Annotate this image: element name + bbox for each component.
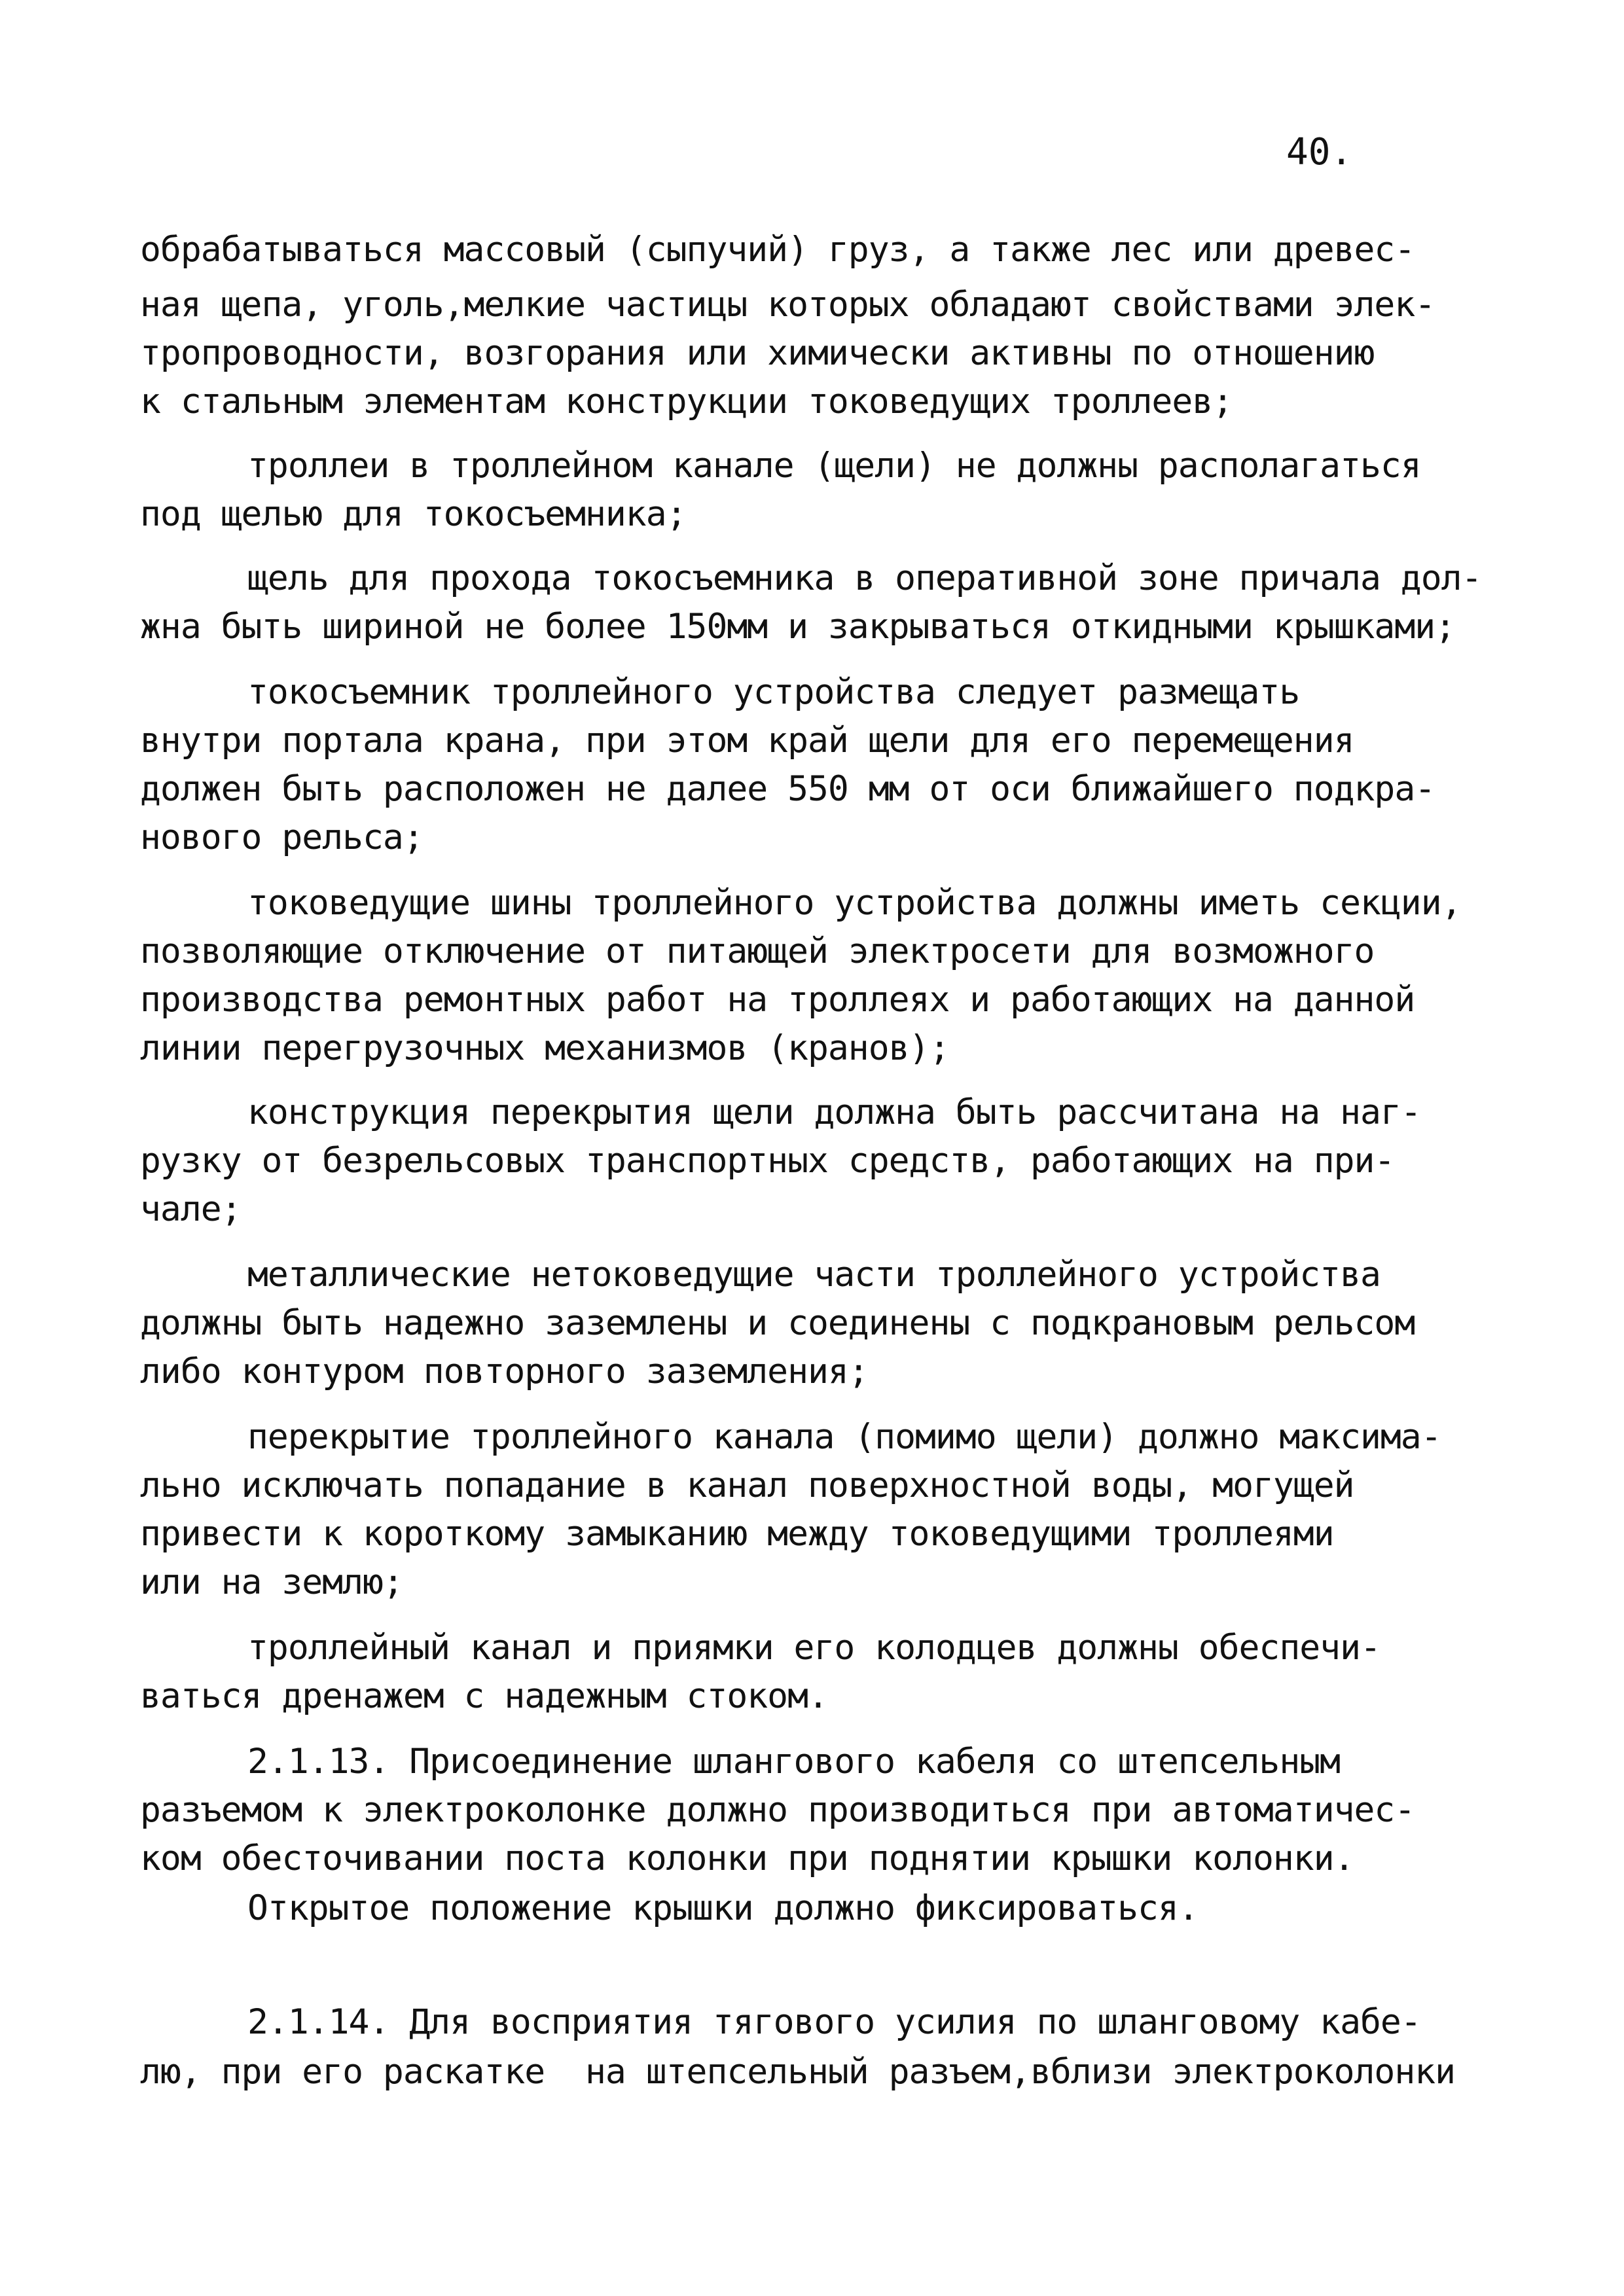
text-line: нового рельса;	[140, 817, 424, 857]
text-line: обрабатываться массовый (сыпучий) груз, а также лес или древес-	[140, 230, 1415, 270]
page-number: 40.	[1286, 131, 1353, 173]
text-line: щель для прохода токосъемника в оперативной зоне причала дол-	[247, 558, 1482, 598]
text-line: линии перегрузочных механизмов (кранов);	[140, 1028, 950, 1068]
text-line: под щелью для токосъемника;	[140, 494, 687, 534]
text-line: к стальным элементам конструкции токоведущих троллеев;	[140, 382, 1233, 422]
text-line: внутри портала крана, при этом край щели для его перемещения	[140, 721, 1354, 761]
text-line: Открытое положение крышки должно фиксироваться.	[247, 1888, 1199, 1928]
text-line: чале;	[140, 1189, 242, 1229]
text-line: позволяющие отключение от питающей электросети для возможного	[140, 931, 1375, 971]
text-line: ком обесточивании поста колонки при поднятии крышки колонки.	[140, 1839, 1354, 1878]
text-line: троллейный канал и приямки его колодцев должны обеспечи-	[247, 1628, 1380, 1668]
text-line: металлические нетоковедущие части троллейного устройства	[247, 1255, 1380, 1295]
text-line: перекрытие троллейного канала (помимо щели) должно максима-	[247, 1417, 1441, 1457]
text-line: производства ремонтных работ на троллеях и работающих на данной	[140, 980, 1415, 1020]
text-line: лю, при его раскатке на штепсельный разъем,вблизи электроколонки	[140, 2052, 1456, 2092]
text-line: разъемом к электроколонке должно производиться при автоматичес-	[140, 1790, 1415, 1830]
text-line: либо контуром повторного заземления;	[140, 1352, 869, 1391]
text-line: троллеи в троллейном канале (щели) не должны располагаться	[247, 446, 1421, 486]
text-line: ная щепа, уголь,мелкие частицы которых обладают свойствами элек-	[140, 285, 1435, 325]
text-line: или на землю;	[140, 1562, 403, 1602]
text-line: 2.1.14. Для восприятия тягового усилия по шланговому кабе-	[247, 2002, 1421, 2042]
text-line: должны быть надежно заземлены и соединены с подкрановым рельсом	[140, 1303, 1415, 1343]
text-line: рузку от безрельсовых транспортных средств, работающих на при-	[140, 1141, 1395, 1181]
text-line: жна быть шириной не более 150мм и закрываться откидными крышками;	[140, 607, 1456, 647]
text-line: токоведущие шины троллейного устройства должны иметь секции,	[247, 883, 1462, 923]
text-line: привести к короткому замыканию между токоведущими троллеями	[140, 1514, 1334, 1554]
text-line: конструкция перекрытия щели должна быть рассчитана на наг-	[247, 1092, 1421, 1132]
text-line: 2.1.13. Присоединение шлангового кабеля со штепсельным	[247, 1742, 1341, 1782]
text-line: льно исключать попадание в канал поверхностной воды, могущей	[140, 1465, 1354, 1505]
text-line: ваться дренажем с надежным стоком.	[140, 1676, 828, 1716]
text-line: тропроводности, возгорания или химически активны по отношению	[140, 333, 1375, 373]
text-line: должен быть расположен не далее 550 мм от оси ближайшего подкра-	[140, 769, 1435, 809]
text-line: токосъемник троллейного устройства следует размещать	[247, 672, 1300, 712]
